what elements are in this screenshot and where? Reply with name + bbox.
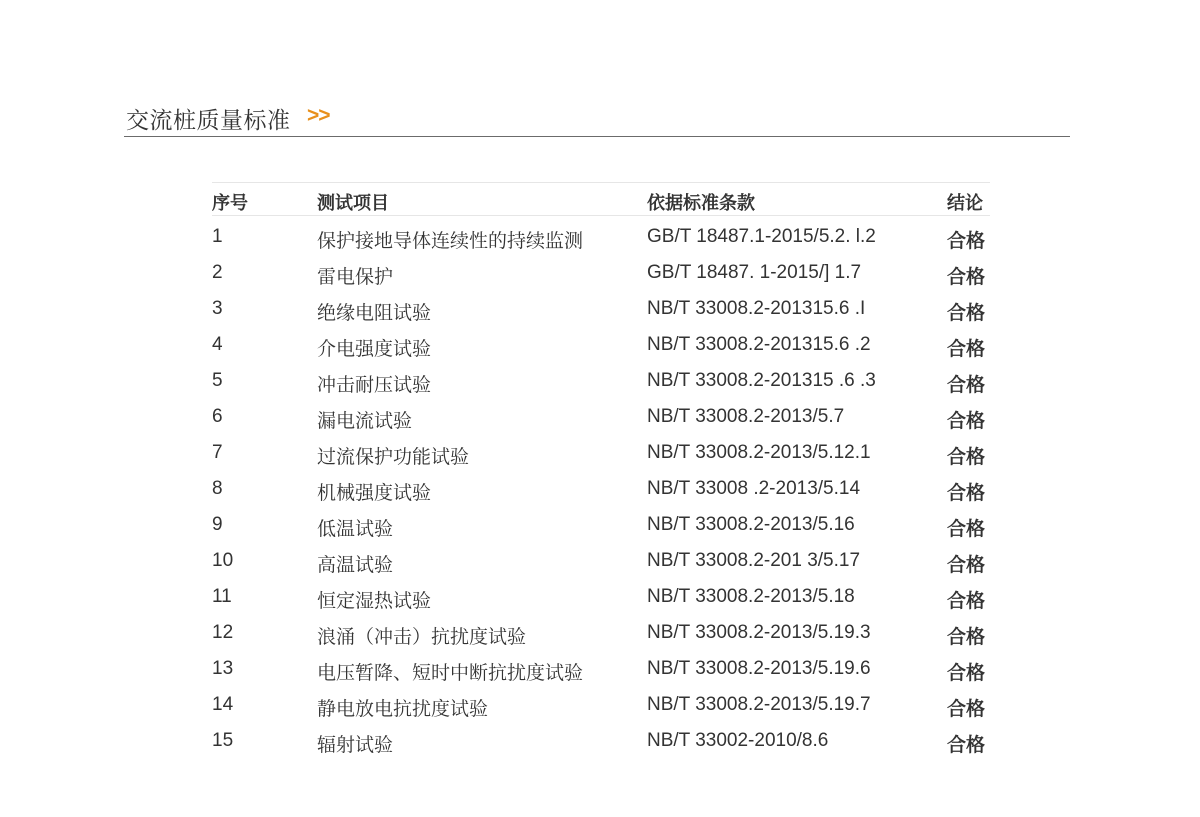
table-row [212, 614, 990, 650]
row-result: 合格 [947, 231, 986, 252]
row-standard: NB/T 33008.2-2013/5.19.7 [647, 694, 871, 715]
row-standard: NB/T 33008.2-201315 .6 .3 [647, 370, 876, 391]
table-row [212, 542, 990, 578]
row-result: 合格 [947, 519, 986, 540]
row-test-item: 介电强度试验 [317, 339, 432, 360]
column-header-result: 结论 [947, 193, 983, 213]
table-row [212, 290, 990, 326]
row-result: 合格 [947, 303, 986, 324]
table-body [212, 216, 990, 758]
row-result: 合格 [947, 699, 986, 720]
row-test-item: 雷电保护 [317, 267, 394, 288]
column-header-standard: 依据标准条款 [647, 193, 755, 213]
row-result: 合格 [947, 555, 986, 576]
row-test-item: 保护接地导体连续性的持续监测 [317, 231, 584, 252]
standards-table [212, 182, 990, 758]
table-row [212, 470, 990, 506]
table-row [212, 218, 990, 254]
table-row [212, 254, 990, 290]
row-test-item: 冲击耐压试验 [317, 375, 432, 396]
row-number: 2 [212, 262, 223, 283]
row-number: 12 [212, 622, 234, 643]
table-row [212, 434, 990, 470]
row-number: 8 [212, 478, 223, 499]
row-standard: NB/T 33008.2-2013/5.16 [647, 514, 855, 535]
row-standard: NB/T 33008.2-2013/5.12.1 [647, 442, 871, 463]
row-number: 15 [212, 730, 234, 751]
row-number: 9 [212, 514, 223, 535]
row-test-item: 过流保护功能试验 [317, 447, 470, 468]
row-standard: NB/T 33008.2-201315.6 .2 [647, 334, 871, 355]
row-standard: NB/T 33008 .2-2013/5.14 [647, 478, 861, 499]
row-test-item: 绝缘电阻试验 [317, 303, 432, 324]
row-result: 合格 [947, 663, 986, 684]
row-result: 合格 [947, 411, 986, 432]
table-row [212, 578, 990, 614]
row-standard: GB/T 18487. 1-2015/] 1.7 [647, 262, 862, 283]
table-header [212, 183, 990, 216]
row-result: 合格 [947, 735, 986, 756]
row-number: 11 [212, 586, 232, 607]
page-title: 交流桩质量标准 [126, 107, 291, 133]
table-row [212, 650, 990, 686]
row-standard: NB/T 33008.2-2013/5.19.6 [647, 658, 871, 679]
row-result: 合格 [947, 483, 986, 504]
row-test-item: 辐射试验 [317, 735, 394, 756]
row-test-item: 浪涌（冲击）抗扰度试验 [317, 627, 527, 648]
row-number: 6 [212, 406, 223, 427]
row-test-item: 机械强度试验 [317, 483, 432, 504]
row-test-item: 高温试验 [317, 555, 394, 576]
table-row [212, 362, 990, 398]
row-number: 10 [212, 550, 234, 571]
row-number: 5 [212, 370, 223, 391]
column-header-test-item: 测试项目 [317, 193, 389, 213]
row-standard: NB/T 33002-2010/8.6 [647, 730, 829, 751]
row-standard: NB/T 33008.2-201 3/5.17 [647, 550, 861, 571]
row-number: 14 [212, 694, 234, 715]
row-standard: NB/T 33008.2-2013/5.7 [647, 406, 845, 427]
row-standard: NB/T 33008.2-201315.6 .I [647, 298, 866, 319]
row-test-item: 恒定湿热试验 [317, 591, 432, 612]
row-result: 合格 [947, 447, 986, 468]
row-test-item: 静电放电抗扰度试验 [317, 699, 489, 720]
row-standard: NB/T 33008.2-2013/5.19.3 [647, 622, 871, 643]
row-number: 1 [212, 226, 223, 247]
row-result: 合格 [947, 267, 986, 288]
row-standard: NB/T 33008.2-2013/5.18 [647, 586, 855, 607]
row-result: 合格 [947, 339, 986, 360]
row-result: 合格 [947, 375, 986, 396]
row-test-item: 漏电流试验 [317, 411, 413, 432]
table-row [212, 722, 990, 758]
row-result: 合格 [947, 591, 986, 612]
row-test-item: 低温试验 [317, 519, 394, 540]
table-row [212, 326, 990, 362]
row-number: 4 [212, 334, 223, 355]
double-chevron-icon: >> [307, 104, 330, 127]
table-row [212, 506, 990, 542]
row-standard: GB/T 18487.1-2015/5.2. l.2 [647, 226, 876, 247]
column-header-number: 序号 [212, 193, 248, 213]
row-number: 13 [212, 658, 234, 679]
table-row [212, 398, 990, 434]
row-number: 3 [212, 298, 223, 319]
row-test-item: 电压暂降、短时中断抗扰度试验 [317, 663, 584, 684]
table-row [212, 686, 990, 722]
row-result: 合格 [947, 627, 986, 648]
row-number: 7 [212, 442, 223, 463]
section-header [124, 96, 1070, 137]
